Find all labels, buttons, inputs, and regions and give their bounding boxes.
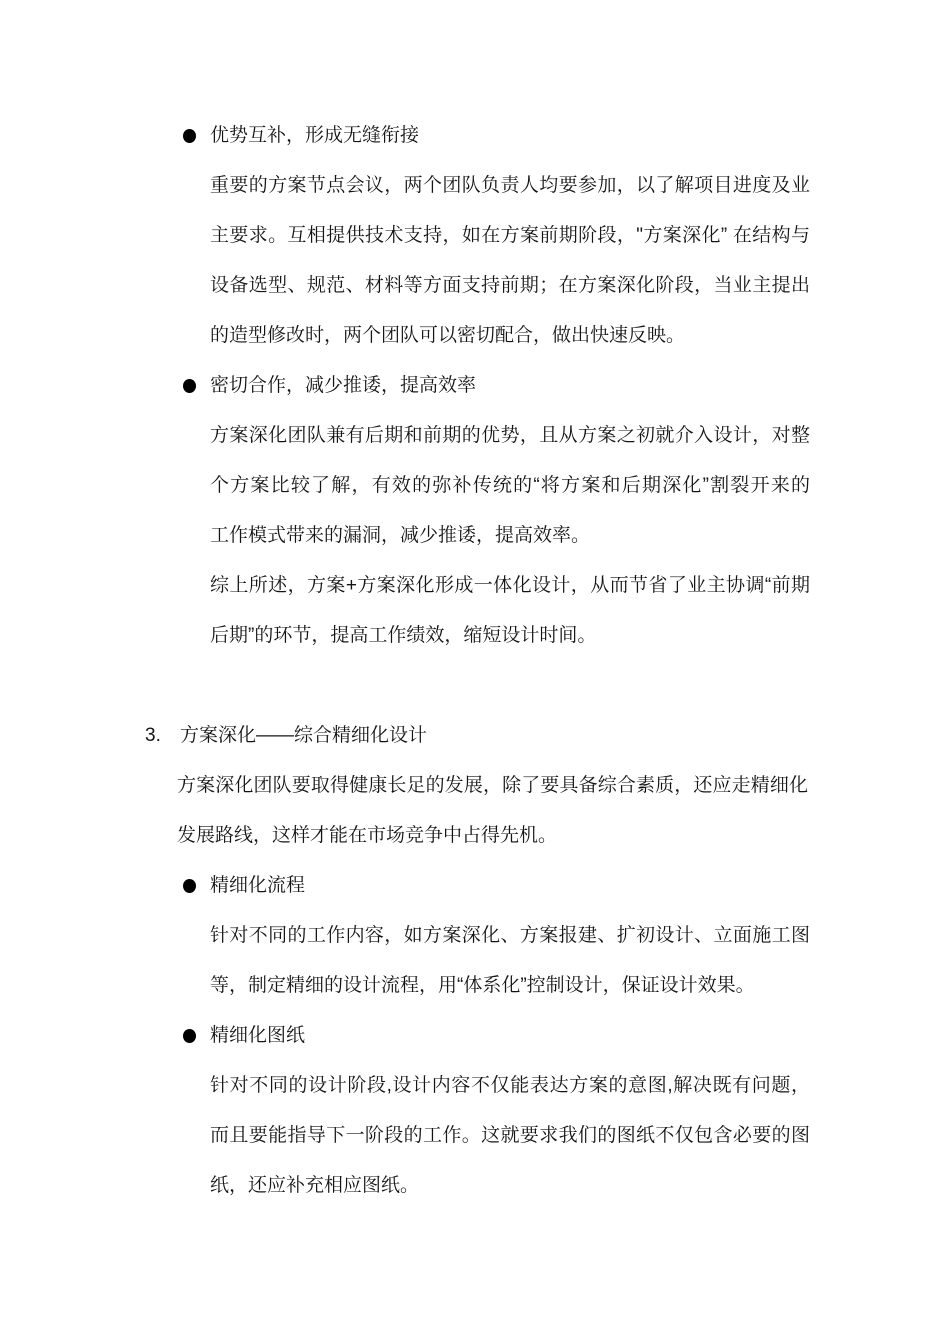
paragraph-line: 纸，还应补充相应图纸。: [210, 1175, 420, 1196]
bullet-icon: [183, 379, 196, 393]
blank-line: [0, 661, 950, 711]
bullet-icon: [183, 879, 196, 893]
paragraph-line: 后期”的环节，提高工作绩效，缩短设计时间。: [210, 625, 597, 646]
paragraph-line: 发展路线，这样才能在市场竞争中占得先机。: [177, 825, 558, 846]
paragraph-line: 针对不同的设计阶段,设计内容不仅能表达方案的意图,解决既有问题，: [210, 1075, 810, 1096]
paragraph: [210, 161, 810, 361]
paragraph-line: 的造型修改时，两个团队可以密切配合，做出快速反映。: [210, 325, 686, 346]
paragraph: [210, 561, 810, 661]
paragraph: [210, 911, 810, 1011]
list-item: [0, 1011, 950, 1061]
paragraph-line: 综上所述，方案+方案深化形成一体化设计，从而节省了业主协调“前期: [210, 575, 810, 596]
bullet-icon: [183, 129, 196, 143]
paragraph-line: 而且要能指导下一阶段的工作。这就要求我们的图纸不仅包含必要的图: [210, 1125, 810, 1146]
paragraph: [177, 761, 808, 861]
paragraph-line: 方案深化团队兼有后期和前期的优势，且从方案之初就介入设计，对整: [210, 425, 810, 446]
bullet-item-title: 精细化图纸: [210, 1025, 306, 1046]
paragraph: [210, 1061, 810, 1211]
paragraph-line: 方案深化团队要取得健康长足的发展，除了要具备综合素质，还应走精细化: [177, 775, 808, 796]
section-heading: [0, 711, 950, 761]
list-item: [0, 861, 950, 911]
bullet-item-title: 密切合作，减少推诿，提高效率: [210, 375, 477, 396]
paragraph-line: 重要的方案节点会议，两个团队负责人均要参加，以了解项目进度及业: [210, 175, 810, 196]
bullet-item-title: 优势互补，形成无缝衔接: [210, 125, 420, 146]
paragraph-line: 个方案比较了解，有效的弥补传统的“将方案和后期深化”割裂开来的: [210, 475, 810, 496]
section-number: 3.: [145, 725, 161, 746]
bullet-item-title: 精细化流程: [210, 875, 306, 896]
paragraph-line: 等，制定精细的设计流程，用“体系化”控制设计，保证设计效果。: [210, 975, 755, 996]
bullet-icon: [183, 1029, 196, 1043]
list-item: [0, 361, 950, 411]
paragraph: [210, 411, 810, 561]
section-title: 方案深化——综合精细化设计: [180, 725, 428, 746]
paragraph-line: 工作模式带来的漏洞，减少推诿，提高效率。: [210, 525, 591, 546]
paragraph-line: 设备选型、规范、材料等方面支持前期；在方案深化阶段，当业主提出: [210, 275, 810, 296]
list-item: [0, 111, 950, 161]
paragraph-line: 主要求。互相提供技术支持，如在方案前期阶段，"方案深化” 在结构与: [210, 225, 810, 246]
paragraph-line: 针对不同的工作内容，如方案深化、方案报建、扩初设计、立面施工图: [210, 925, 810, 946]
